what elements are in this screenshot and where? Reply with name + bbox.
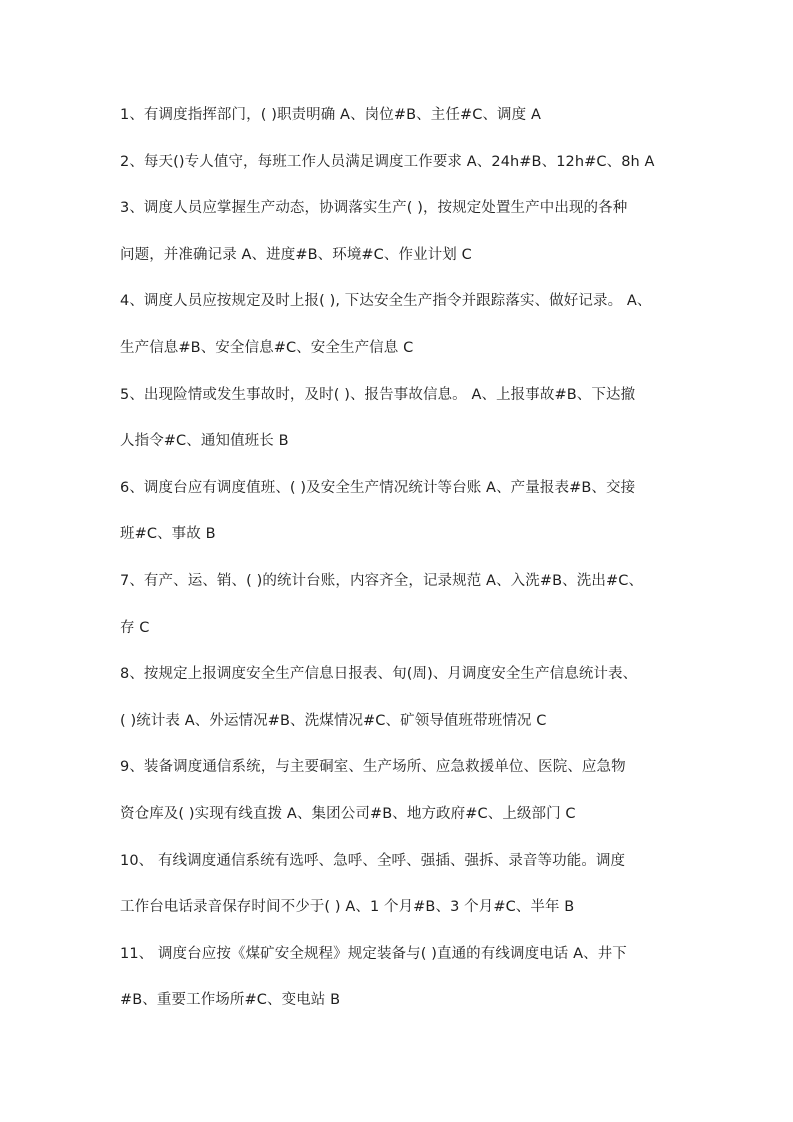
question-line: 9、装备调度通信系统，与主要硐室、生产场所、应急救援单位、医院、应急物 — [120, 759, 626, 776]
question-line: ( )统计表 A、外运情况#B、洗煤情况#C、矿领导值班带班情况 C — [120, 712, 547, 729]
question-item — [120, 104, 682, 127]
question-item — [120, 384, 682, 454]
question-line: #B、重要工作场所#C、变电站 B — [120, 992, 341, 1009]
question-line: 11、 调度台应按《煤矿安全规程》规定装备与( )直通的有线调度电话 A、井下 — [120, 945, 627, 962]
question-item — [120, 943, 682, 1013]
question-item — [120, 197, 682, 267]
question-line: 3、调度人员应掌握生产动态，协调落实生产( )，按规定处置生产中出现的各种 — [120, 200, 628, 217]
question-line: 问题，并准确记录 A、进度#B、环境#C、作业计划 C — [120, 246, 472, 263]
question-line: 1、有调度指挥部门，( )职责明确 A、岗位#B、主任#C、调度 A — [120, 107, 541, 123]
question-item — [120, 756, 682, 826]
question-item — [120, 850, 682, 920]
question-line: 4、调度人员应按规定及时上报( ), 下达安全生产指令并跟踪落实、做好记录。 A、 — [120, 293, 652, 310]
question-item — [120, 663, 682, 733]
question-line: 5、出现险情或发生事故时，及时( )、报告事故信息。 A、上报事故#B、下达撤 — [120, 386, 636, 403]
question-line: 班#C、事故 B — [120, 526, 216, 543]
question-list — [120, 104, 682, 1036]
question-item — [120, 151, 682, 174]
question-line: 8、按规定上报调度安全生产信息日报表、旬(周)、月调度安全生产信息统计表、 — [120, 666, 638, 683]
question-line: 存 C — [120, 619, 150, 636]
question-line: 6、调度台应有调度值班、( )及安全生产情况统计等台账 A、产量报表#B、交接 — [120, 479, 636, 496]
question-line: 生产信息#B、安全信息#C、安全生产信息 C — [120, 339, 414, 356]
question-line: 10、 有线调度通信系统有选呼、急呼、全呼、强插、强拆、录音等功能。调度 — [120, 852, 626, 869]
question-item — [120, 570, 682, 640]
question-line: 资仓库及( )实现有线直拨 A、集团公司#B、地方政府#C、上级部门 C — [120, 805, 576, 822]
question-line: 7、有产、运、销、( )的统计台账，内容齐全，记录规范 A、入洗#B、洗出#C、 — [120, 572, 644, 589]
question-item — [120, 477, 682, 547]
question-item — [120, 290, 682, 360]
question-line: 2、每天()专人值守，每班工作人员满足调度工作要求 A、24h#B、12h#C、8h A — [120, 153, 655, 170]
question-line: 人指令#C、通知值班长 B — [120, 433, 289, 450]
question-line: 工作台电话录音保存时间不少于( ) A、1 个月#B、3 个月#C、半年 B — [120, 899, 575, 916]
